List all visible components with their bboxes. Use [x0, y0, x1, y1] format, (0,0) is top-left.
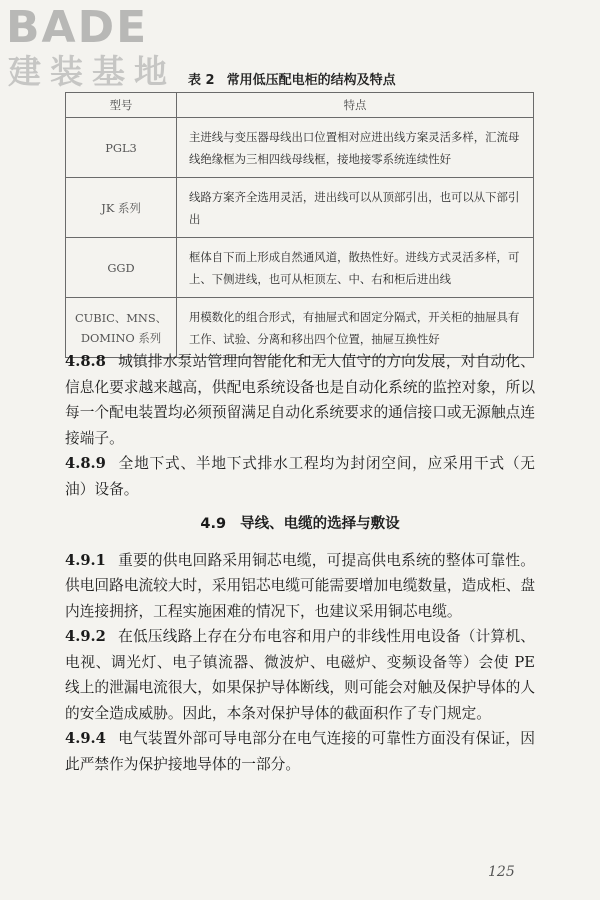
clause-4-9-2: [65, 624, 535, 726]
clause-number: 4.9.1: [65, 551, 106, 569]
clause-text: 全地下式、半地下式排水工程均为封闭空间，应采用干式（无油）设备。: [65, 455, 535, 498]
cell-model: GGD: [66, 238, 177, 298]
section-number: 4.9: [200, 516, 227, 532]
section-title: 导线、电缆的选择与敷设: [240, 516, 400, 532]
clause-text: 城镇排水泵站管理向智能化和无人值守的方向发展，对自动化、信息化要求越来越高，供配电系统设备也是自动化系统的监控对象，所以每一个配电装置均必须预留满足自动化系统要求的通信接口或无源触点连接端子。: [65, 353, 536, 447]
cell-model: CUBIC、MNS、DOMINO 系列: [66, 298, 177, 358]
logo-brand-text: BADE: [6, 2, 149, 53]
clause-4-8-9: [65, 451, 535, 502]
section-heading: [65, 512, 535, 538]
body-text: [65, 349, 535, 777]
header-model: 型号: [66, 93, 177, 118]
table-title: 常用低压配电柜的结构及特点: [226, 73, 396, 88]
page-number: 125: [488, 864, 515, 880]
table-caption: [188, 69, 396, 88]
table-row: [66, 238, 534, 298]
table-header-row: [66, 93, 534, 118]
cell-features: 主进线与变压器母线出口位置相对应进出线方案灵活多样，汇流母线绝缘框为三相四线母线框，接地接零系统连续性好: [177, 118, 534, 178]
table-row: [66, 118, 534, 178]
cell-model: JK 系列: [66, 178, 177, 238]
logo-tagline-text: 建装基地: [8, 52, 176, 91]
switchgear-table: [65, 92, 534, 358]
clause-4-9-1: [65, 548, 535, 625]
bade-logo-watermark: [6, 2, 186, 96]
table-row: [66, 178, 534, 238]
clause-number: 4.8.8: [65, 353, 106, 370]
clause-text: 在低压线路上存在分布电容和用户的非线性用电设备（计算机、电视、调光灯、电子镇流器、微波炉、电磁炉、变频设备等）会使 PE 线上的泄漏电流很大，如果保护导体断线，则可能会对触及保护导体的人的安全造成威胁。因此，本条对保护导体的截面积作了专门规定。: [65, 628, 536, 722]
clause-4-9-4: [65, 726, 535, 777]
clause-4-8-8: [65, 349, 535, 451]
clause-text: 电气装置外部可导电部分在电气连接的可靠性方面没有保证，因此严禁作为保护接地导体的一部分。: [65, 730, 535, 773]
clause-text: 重要的供电回路采用铜芯电缆，可提高供电系统的整体可靠性。供电回路电流较大时，采用铝芯电缆可能需要增加电缆数量，造成柜、盘内连接拥挤，工程实施困难的情况下，也建议采用铜芯电缆。: [65, 551, 536, 620]
cell-model: PGL3: [66, 118, 177, 178]
header-features: 特点: [177, 93, 534, 118]
clause-number: 4.9.2: [65, 628, 106, 645]
clause-number: 4.8.9: [65, 455, 106, 472]
cell-features: 框体自下而上形成自然通风道，散热性好。进线方式灵活多样，可上、下侧进线，也可从柜顶左、中、右和柜后进出线: [177, 238, 534, 298]
cell-features: 线路方案齐全选用灵活，进出线可以从顶部引出，也可以从下部引出: [177, 178, 534, 238]
table-number: 表 2: [188, 73, 215, 88]
clause-number: 4.9.4: [65, 730, 106, 747]
cell-features: 用模数化的组合形式，有抽屉式和固定分隔式，开关柜的抽屉具有工作、试验、分离和移出四个位置，抽屉互换性好: [177, 298, 534, 358]
